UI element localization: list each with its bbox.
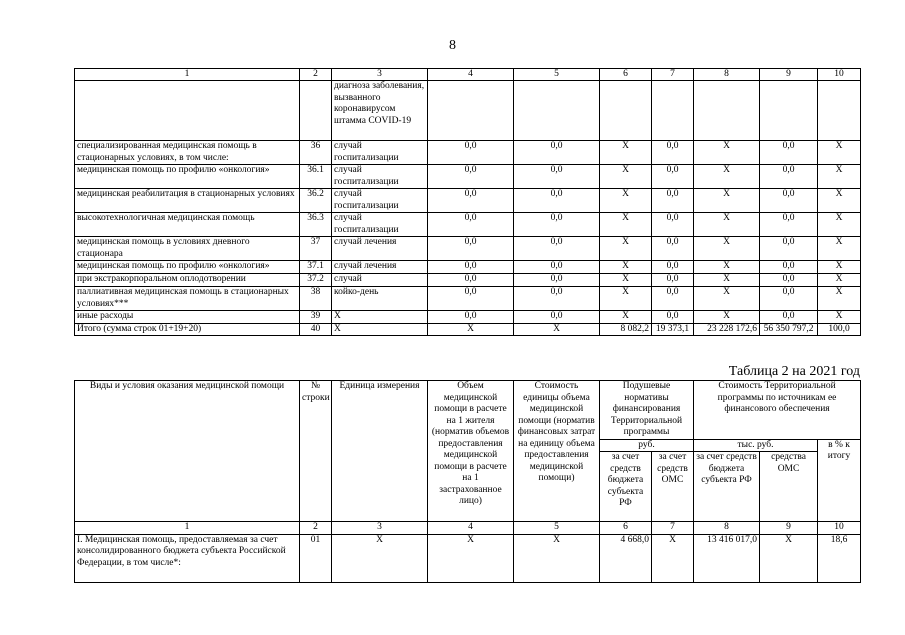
t2-header-volume: Объем медицинской помощи в расчете на 1 жителя (норматив объемов предоставления медицинской помощи в расчете на 1 застрахованное лицо) — [428, 381, 514, 522]
t1-cell-col-4: 0,0 — [428, 165, 514, 189]
t1-cell-col-10: X — [818, 311, 861, 324]
t2-row-1-kind: I. Медицинская помощь, предоставляемая за счет консолидированного бюджета субъекта Российской Федерации, в том числе*: — [75, 534, 300, 582]
t1-cell-col-3: диагноза заболевания, вызванного коронавирусом штамма COVID-19 — [332, 81, 428, 141]
t1-header-col-2: 2 — [300, 69, 332, 81]
t1-cell-col-10: X — [818, 274, 861, 287]
t2-row-1-oms-per-capita: X — [652, 534, 694, 582]
t1-cell-col-3: случай госпитализации — [332, 213, 428, 237]
t1-cell-col-7: 0,0 — [652, 141, 694, 165]
t2-row-1-volume: X — [428, 534, 514, 582]
t1-cell-col-9: 0,0 — [760, 213, 818, 237]
t1-cell-col-10: 100,0 — [818, 323, 861, 336]
t2-header-program-cost: Стоимость Территориальной программы по источникам ее финансового обеспечения — [694, 381, 861, 440]
page-number: 8 — [449, 38, 456, 53]
t2-row-1-unit: X — [332, 534, 428, 582]
t1-cell-col-6: X — [600, 141, 652, 165]
t1-cell-col-8: X — [694, 274, 760, 287]
t1-cell-col-1: иные расходы — [75, 311, 300, 324]
t2-row-1-budget-cost: 13 416 017,0 — [694, 534, 760, 582]
t1-cell-col-5: X — [514, 323, 600, 336]
t1-cell-col-4 — [428, 81, 514, 141]
t1-cell-col-5: 0,0 — [514, 237, 600, 261]
t1-cell-col-6: X — [600, 237, 652, 261]
t1-cell-col-8: X — [694, 189, 760, 213]
t1-cell-col-8: X — [694, 165, 760, 189]
table-row — [75, 81, 861, 141]
t1-header-col-1: 1 — [75, 69, 300, 81]
t1-cell-col-7: 0,0 — [652, 213, 694, 237]
table-row — [75, 274, 861, 287]
t1-header-col-10: 10 — [818, 69, 861, 81]
t1-cell-col-7: 0,0 — [652, 287, 694, 311]
t1-cell-col-10: X — [818, 165, 861, 189]
t1-cell-col-2: 36 — [300, 141, 332, 165]
t1-cell-col-1 — [75, 81, 300, 141]
t1-cell-col-8: X — [694, 311, 760, 324]
t2-column-number-5: 5 — [514, 522, 600, 535]
t2-row-1-cost: X — [514, 534, 600, 582]
table-row — [75, 165, 861, 189]
t1-cell-col-10 — [818, 81, 861, 141]
table-row — [75, 261, 861, 274]
t1-cell-col-7 — [652, 81, 694, 141]
t1-header-col-4: 4 — [428, 69, 514, 81]
t1-cell-col-9: 0,0 — [760, 141, 818, 165]
t1-header-col-5: 5 — [514, 69, 600, 81]
t1-cell-col-10: X — [818, 237, 861, 261]
t1-cell-col-9: 0,0 — [760, 237, 818, 261]
t1-cell-col-5: 0,0 — [514, 189, 600, 213]
t1-cell-col-7: 0,0 — [652, 237, 694, 261]
t1-header-col-9: 9 — [760, 69, 818, 81]
t2-header-kind: Виды и условия оказания медицинской помощи — [75, 381, 300, 522]
t1-cell-col-9: 0,0 — [760, 189, 818, 213]
t1-cell-col-7: 0,0 — [652, 165, 694, 189]
t2-column-number-3: 3 — [332, 522, 428, 535]
t1-cell-col-4: 0,0 — [428, 261, 514, 274]
t1-cell-col-10: X — [818, 287, 861, 311]
t1-cell-col-3: случай лечения — [332, 261, 428, 274]
t2-column-number-4: 4 — [428, 522, 514, 535]
t1-cell-col-4: 0,0 — [428, 237, 514, 261]
t1-cell-col-4: 0,0 — [428, 311, 514, 324]
t1-cell-col-2: 40 — [300, 323, 332, 336]
t1-cell-col-3: случай госпитализации — [332, 141, 428, 165]
t1-cell-col-6: X — [600, 287, 652, 311]
t1-cell-col-4: 0,0 — [428, 274, 514, 287]
table-row — [75, 189, 861, 213]
t1-cell-col-1: паллиативная медицинская помощь в стационарных условиях*** — [75, 287, 300, 311]
table-row — [75, 323, 861, 336]
t1-cell-col-3: случай — [332, 274, 428, 287]
t1-cell-col-9 — [760, 81, 818, 141]
t1-cell-col-8: X — [694, 213, 760, 237]
t1-cell-col-3: случай госпитализации — [332, 189, 428, 213]
t1-cell-col-5: 0,0 — [514, 287, 600, 311]
t1-cell-col-5: 0,0 — [514, 213, 600, 237]
t1-cell-col-6: X — [600, 165, 652, 189]
t1-cell-col-6: X — [600, 213, 652, 237]
t2-row-1-oms-cost: X — [760, 534, 818, 582]
table-2 — [74, 380, 861, 583]
t1-cell-col-2: 37.1 — [300, 261, 332, 274]
t1-cell-col-9: 0,0 — [760, 274, 818, 287]
t1-cell-col-6: X — [600, 189, 652, 213]
t1-cell-col-7: 0,0 — [652, 189, 694, 213]
t1-cell-col-1: медицинская реабилитация в стационарных условиях — [75, 189, 300, 213]
t2-header-budget-cost: за счет средств бюджета субъекта РФ — [694, 452, 760, 522]
t2-header-cost: Стоимость единицы объема медицинской помощи (норматив финансовых затрат на единицу объема предоставления медицинской помощи) — [514, 381, 600, 522]
t1-cell-col-5 — [514, 81, 600, 141]
t1-cell-col-10: X — [818, 213, 861, 237]
t1-header-row — [75, 69, 861, 81]
table-row — [75, 213, 861, 237]
t1-cell-col-2: 39 — [300, 311, 332, 324]
table-row — [75, 237, 861, 261]
t1-cell-col-2: 37 — [300, 237, 332, 261]
t1-cell-col-8 — [694, 81, 760, 141]
t1-cell-col-4: 0,0 — [428, 213, 514, 237]
t1-cell-col-4: X — [428, 323, 514, 336]
t1-cell-col-3: X — [332, 311, 428, 324]
t2-column-number-10: 10 — [818, 522, 861, 535]
table-2-title: Таблица 2 на 2021 год — [728, 364, 860, 379]
t1-cell-col-7: 19 373,1 — [652, 323, 694, 336]
t1-cell-col-5: 0,0 — [514, 261, 600, 274]
t1-cell-col-6: X — [600, 274, 652, 287]
t1-cell-col-8: X — [694, 287, 760, 311]
table-row — [75, 141, 861, 165]
t2-header-oms-cost: средства ОМС — [760, 452, 818, 522]
t1-cell-col-5: 0,0 — [514, 274, 600, 287]
t1-cell-col-6: X — [600, 261, 652, 274]
t1-cell-col-10: X — [818, 189, 861, 213]
t2-column-number-1: 1 — [75, 522, 300, 535]
t2-header-thousand-rub: тыс. руб. — [694, 439, 818, 452]
t1-cell-col-9: 0,0 — [760, 311, 818, 324]
table-1 — [74, 68, 861, 336]
t1-cell-col-8: X — [694, 261, 760, 274]
t1-cell-col-6: X — [600, 311, 652, 324]
t1-cell-col-2: 36.2 — [300, 189, 332, 213]
t2-header-row-number: № строки — [300, 381, 332, 522]
t1-cell-col-7: 0,0 — [652, 261, 694, 274]
t1-cell-col-7: 0,0 — [652, 274, 694, 287]
t1-cell-col-3: случай лечения — [332, 237, 428, 261]
t1-cell-col-3: койко-день — [332, 287, 428, 311]
t1-cell-col-1: высокотехнологичная медицинская помощь — [75, 213, 300, 237]
t1-cell-col-10: X — [818, 261, 861, 274]
t2-column-number-7: 7 — [652, 522, 694, 535]
t1-cell-col-4: 0,0 — [428, 141, 514, 165]
t1-cell-col-2: 38 — [300, 287, 332, 311]
t1-cell-col-3: X — [332, 323, 428, 336]
t1-cell-col-2 — [300, 81, 332, 141]
t1-cell-col-6 — [600, 81, 652, 141]
t1-header-col-8: 8 — [694, 69, 760, 81]
t2-row-1-number: 01 — [300, 534, 332, 582]
t1-cell-col-8: X — [694, 141, 760, 165]
t1-cell-col-3: случай госпитализации — [332, 165, 428, 189]
t2-row-1-percent: 18,6 — [818, 534, 861, 582]
t1-cell-col-4: 0,0 — [428, 189, 514, 213]
t1-cell-col-1: медицинская помощь в условиях дневного стационара — [75, 237, 300, 261]
table-row — [75, 311, 861, 324]
t1-cell-col-2: 36.1 — [300, 165, 332, 189]
t1-cell-col-9: 0,0 — [760, 287, 818, 311]
t1-cell-col-8: 23 228 172,6 — [694, 323, 760, 336]
t1-cell-col-1: Итого (сумма строк 01+19+20) — [75, 323, 300, 336]
t1-header-col-7: 7 — [652, 69, 694, 81]
t1-cell-col-10: X — [818, 141, 861, 165]
t2-header-unit: Единица измерения — [332, 381, 428, 522]
t1-cell-col-7: 0,0 — [652, 311, 694, 324]
t1-header-col-6: 6 — [600, 69, 652, 81]
t1-cell-col-4: 0,0 — [428, 287, 514, 311]
t1-cell-col-2: 37.2 — [300, 274, 332, 287]
t1-cell-col-8: X — [694, 237, 760, 261]
t1-cell-col-9: 0,0 — [760, 165, 818, 189]
t2-row-1-budget-per-capita: 4 668,0 — [600, 534, 652, 582]
t2-column-numbers — [75, 522, 861, 535]
t2-column-number-2: 2 — [300, 522, 332, 535]
t2-header-oms-per-capita: за счет средств ОМС — [652, 452, 694, 522]
t1-cell-col-5: 0,0 — [514, 141, 600, 165]
t1-cell-col-9: 0,0 — [760, 261, 818, 274]
t2-column-number-9: 9 — [760, 522, 818, 535]
t1-cell-col-2: 36.3 — [300, 213, 332, 237]
t1-cell-col-5: 0,0 — [514, 165, 600, 189]
t1-cell-col-6: 8 082,2 — [600, 323, 652, 336]
t1-cell-col-1: медицинская помощь по профилю «онкология» — [75, 261, 300, 274]
t2-header-per-capita: Подушевые нормативы финансирования Территориальной программы — [600, 381, 694, 440]
t2-header-budget-per-capita: за счет средств бюджета субъекта РФ — [600, 452, 652, 522]
t1-cell-col-1: специализированная медицинская помощь в стационарных условиях, в том числе: — [75, 141, 300, 165]
table-row — [75, 287, 861, 311]
t2-column-number-8: 8 — [694, 522, 760, 535]
t1-cell-col-9: 56 350 797,2 — [760, 323, 818, 336]
t1-cell-col-1: медицинская помощь по профилю «онкология» — [75, 165, 300, 189]
t2-column-number-6: 6 — [600, 522, 652, 535]
t2-header-percent: в % к итогу — [818, 439, 861, 522]
t2-header-rub: руб. — [600, 439, 694, 452]
t1-cell-col-5: 0,0 — [514, 311, 600, 324]
t1-cell-col-1: при экстракорпоральном оплодотворении — [75, 274, 300, 287]
t1-header-col-3: 3 — [332, 69, 428, 81]
